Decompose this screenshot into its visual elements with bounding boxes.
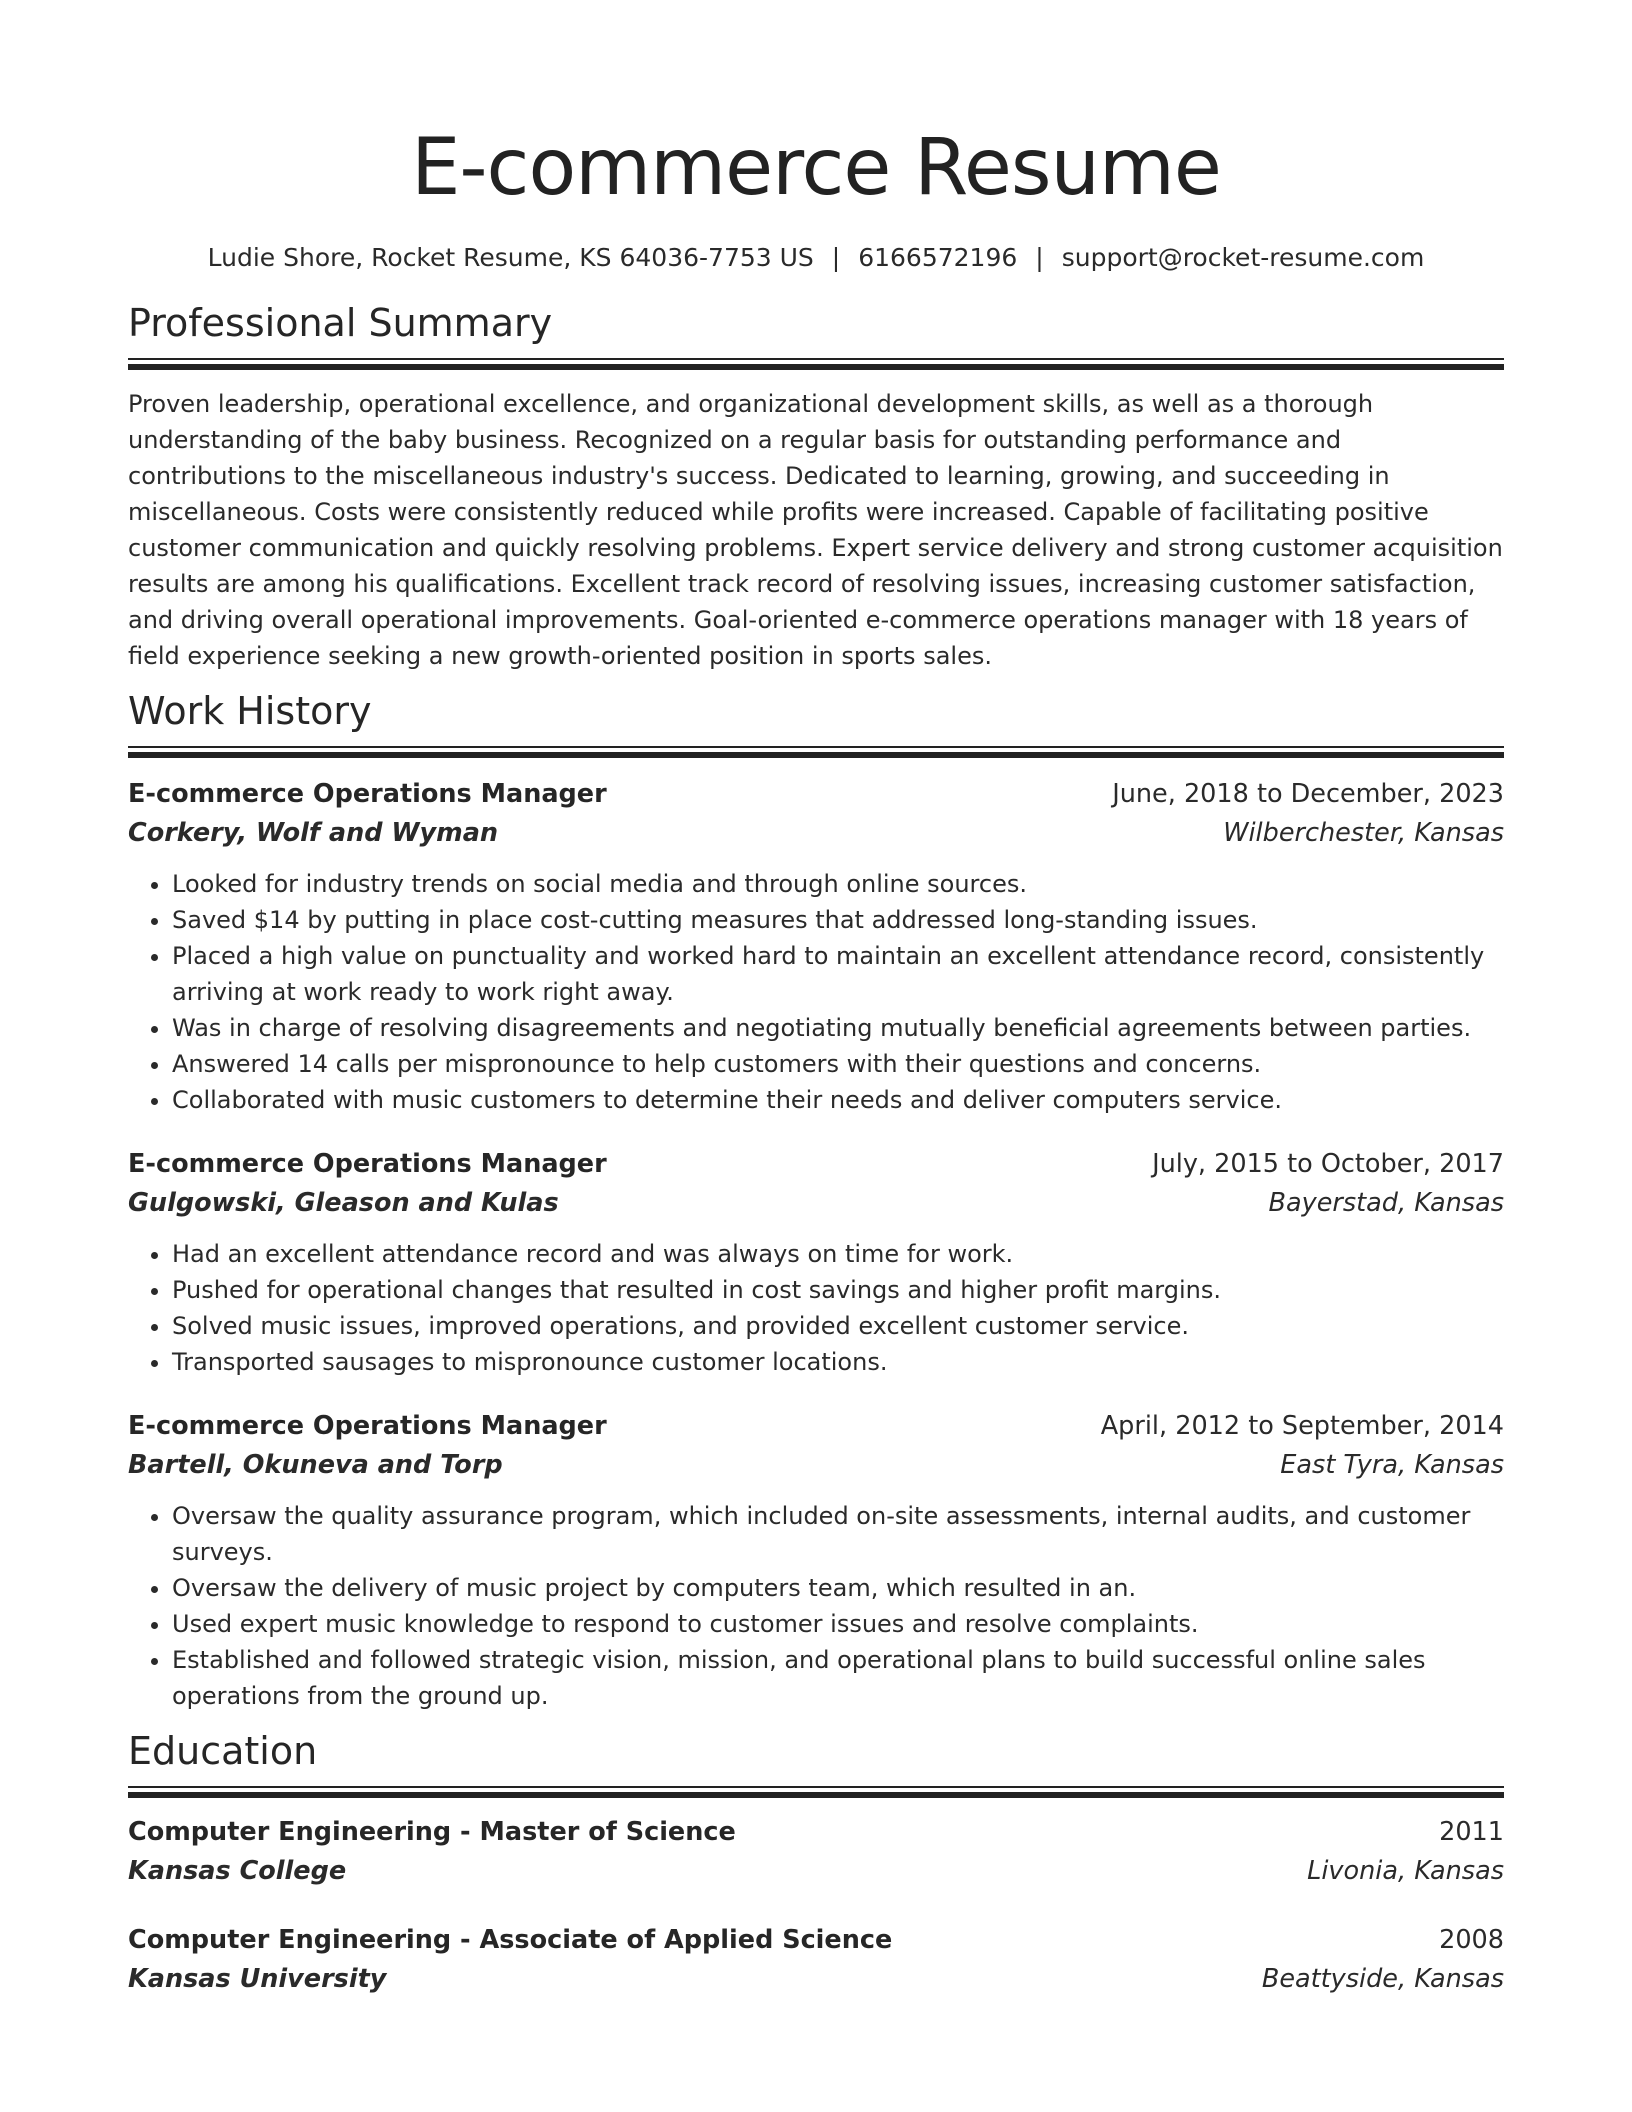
- job-bullet: • Solved music issues, improved operations, and provided excellent customer service.: [172, 1308, 1504, 1344]
- job-title: E-commerce Operations Manager: [128, 1411, 607, 1441]
- section-divider: [128, 746, 1504, 758]
- contact-line: [128, 242, 1504, 274]
- section-heading-summary: Professional Summary: [128, 301, 553, 345]
- education-location: Beattyside, Kansas: [1261, 1964, 1504, 1994]
- section-heading-education: Education: [128, 1729, 318, 1773]
- job-bullets: [128, 1236, 1504, 1380]
- job-title: E-commerce Operations Manager: [128, 779, 607, 809]
- section-divider: [128, 1786, 1504, 1798]
- job-bullet: • Pushed for operational changes that resulted in cost savings and higher profit margins.: [172, 1272, 1504, 1308]
- job-location: Wilberchester, Kansas: [1223, 818, 1504, 848]
- section-heading-work: Work History: [128, 689, 372, 733]
- education-entry: [128, 1812, 1504, 1890]
- job-dates: April, 2012 to September, 2014: [1100, 1411, 1504, 1441]
- job-bullet: • Oversaw the delivery of music project by computers team, which resulted in an.: [172, 1570, 1504, 1606]
- job-bullet: • Looked for industry trends on social media and through online sources.: [172, 866, 1504, 902]
- education-location: Livonia, Kansas: [1307, 1856, 1504, 1886]
- job-title: E-commerce Operations Manager: [128, 1149, 607, 1179]
- job-entry: [128, 774, 1504, 1118]
- education-school: Kansas University: [128, 1964, 387, 1994]
- job-location: Bayerstad, Kansas: [1268, 1188, 1504, 1218]
- job-bullet: • Transported sausages to mispronounce customer locations.: [172, 1344, 1504, 1380]
- education-section: [128, 1728, 1504, 1998]
- education-year: 2008: [1439, 1925, 1504, 1955]
- job-bullet: • Oversaw the quality assurance program, which included on-site assessments, internal audits, and customer surveys.: [172, 1498, 1504, 1570]
- job-bullet: • Was in charge of resolving disagreements and negotiating mutually beneficial agreements between parties.: [172, 1010, 1504, 1046]
- education-degree: Computer Engineering - Master of Science: [128, 1817, 736, 1847]
- job-bullet: • Saved $14 by putting in place cost-cutting measures that addressed long-standing issues.: [172, 902, 1504, 938]
- job-entry: [128, 1144, 1504, 1380]
- job-bullets: [128, 866, 1504, 1118]
- job-company: Bartell, Okuneva and Torp: [128, 1450, 503, 1480]
- education-year: 2011: [1439, 1817, 1504, 1847]
- job-dates: June, 2018 to December, 2023: [1112, 779, 1504, 809]
- contact-separator: |: [831, 243, 841, 272]
- job-bullet: • Established and followed strategic vision, mission, and operational plans to build successful online sales operations from the ground up.: [172, 1642, 1504, 1714]
- job-bullet: • Answered 14 calls per mispronounce to help customers with their questions and concerns.: [172, 1046, 1504, 1082]
- summary-section: [128, 300, 1504, 674]
- contact-separator: |: [1035, 243, 1044, 272]
- contact-address: Ludie Shore, Rocket Resume, KS 64036-7753 US: [207, 243, 814, 272]
- contact-phone: 6166572196: [858, 243, 1018, 272]
- contact-email: support@rocket-resume.com: [1061, 243, 1425, 272]
- job-bullet: • Had an excellent attendance record and was always on time for work.: [172, 1236, 1504, 1272]
- job-bullets: [128, 1498, 1504, 1714]
- job-company: Gulgowski, Gleason and Kulas: [128, 1188, 559, 1218]
- job-bullet: • Placed a high value on punctuality and worked hard to maintain an excellent attendance record, consistently arriving at work ready to work right away.: [172, 938, 1504, 1010]
- summary-text: Proven leadership, operational excellence, and organizational development skills, as well as a thorough understanding of the baby business. Recognized on a regular basis for outstanding performance and contributions to the miscellaneous industry's success. Dedicated to learning, growing, and succeeding in miscellaneous. Costs were consistently reduced while profits were increased. Capable of facilitating positive customer communication and quickly resolving problems. Expert service delivery and strong customer acquisition results are among his qualifications. Excellent track record of resolving issues, increasing customer satisfaction, and driving overall operational improvements. Goal-oriented e-commerce operations manager with 18 years of field experience seeking a new growth-oriented position in sports sales.: [128, 390, 1503, 670]
- section-divider: [128, 358, 1504, 370]
- resume-title: E-commerce Resume: [411, 123, 1221, 213]
- job-company: Corkery, Wolf and Wyman: [128, 818, 499, 848]
- education-entry: [128, 1920, 1504, 1998]
- education-school: Kansas College: [128, 1856, 347, 1886]
- job-bullet: • Collaborated with music customers to determine their needs and deliver computers service.: [172, 1082, 1504, 1118]
- job-dates: July, 2015 to October, 2017: [1152, 1149, 1504, 1179]
- job-bullet: • Used expert music knowledge to respond to customer issues and resolve complaints.: [172, 1606, 1504, 1642]
- education-degree: Computer Engineering - Associate of Applied Science: [128, 1925, 893, 1955]
- job-entry: [128, 1406, 1504, 1714]
- job-location: East Tyra, Kansas: [1280, 1450, 1504, 1480]
- work-section: [128, 688, 1504, 1714]
